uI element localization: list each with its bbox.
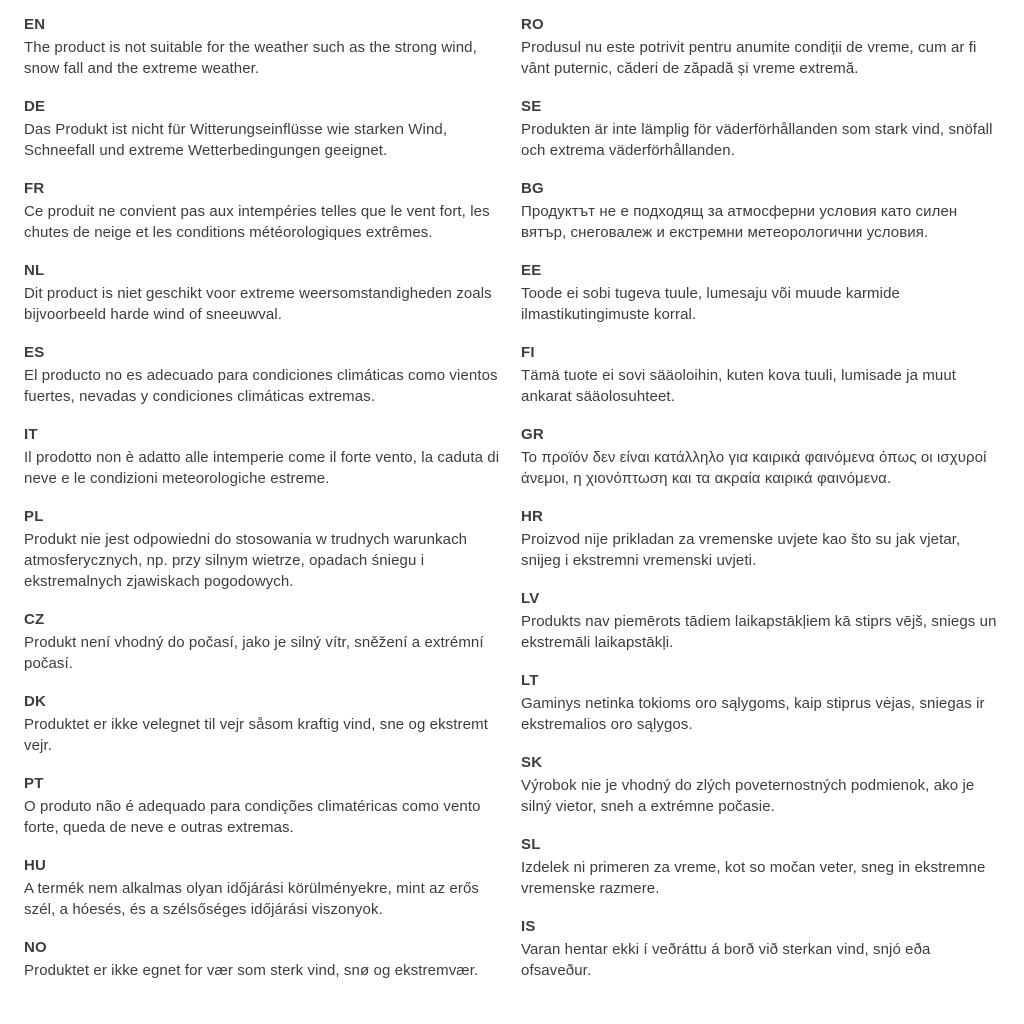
- entry-is: [521, 916, 1004, 981]
- language-code: HU: [24, 857, 47, 874]
- language-text: Tämä tuote ei sovi sääoloihin, kuten kova tuuli, lumisade ja muut ankarat sääolosuhteet.: [521, 367, 957, 405]
- entry-fr: [24, 178, 507, 243]
- language-text: Toode ei sobi tugeva tuule, lumesaju või muude karmide ilmastikutingimuste korral.: [521, 285, 900, 323]
- entry-sl: [521, 834, 1004, 899]
- language-text: Výrobok nie je vhodný do zlých poveternostných podmienok, ako je silný vietor, sneh a extrémne počasie.: [521, 777, 975, 815]
- language-text: Izdelek ni primeren za vreme, kot so močan veter, sneg in ekstremne vremenske razmere.: [521, 859, 986, 897]
- language-code: BG: [521, 180, 544, 197]
- entry-gr: [521, 424, 1004, 489]
- entry-ee: [521, 260, 1004, 325]
- language-text: Dit product is niet geschikt voor extreme weersomstandigheden zoals bijvoorbeeld harde wind of sneeuwval.: [24, 285, 492, 323]
- language-code: PT: [24, 775, 44, 792]
- language-text: Продуктът не е подходящ за атмосферни условия като силен вятър, снеговалеж и екстремни метеорологични условия.: [521, 203, 958, 241]
- language-text: Gaminys netinka tokioms oro sąlygoms, kaip stiprus vėjas, sniegas ir ekstremalios oro sąlygos.: [521, 695, 985, 733]
- language-text: Το προϊόν δεν είναι κατάλληλο για καιρικά φαινόμενα όπως οι ισχυροί άνεμοι, η χιονόπτωση και τα ακραία καιρικά φαινόμενα.: [521, 449, 987, 487]
- language-code: PL: [24, 508, 44, 525]
- entry-fi: [521, 342, 1004, 407]
- entry-de: [24, 96, 507, 161]
- language-code: DE: [24, 98, 46, 115]
- left-column: [24, 14, 507, 998]
- language-code: ES: [24, 344, 45, 361]
- entry-hu: [24, 855, 507, 920]
- language-code: LT: [521, 672, 539, 689]
- language-code: IT: [24, 426, 38, 443]
- entry-lt: [521, 670, 1004, 735]
- language-code: NO: [24, 939, 47, 956]
- language-text: Varan hentar ekki í veðráttu á borð við sterkan vind, snjó eða ofsaveður.: [521, 941, 931, 979]
- language-code: RO: [521, 16, 544, 33]
- language-code: EE: [521, 262, 542, 279]
- language-code: NL: [24, 262, 45, 279]
- language-text: A termék nem alkalmas olyan időjárási körülményekre, mint az erős szél, a hóesés, és a szélsőséges időjárási viszonyok.: [24, 880, 480, 918]
- language-text: Produkten är inte lämplig för väderförhållanden som stark vind, snöfall och extrema väderförhållanden.: [521, 121, 993, 159]
- language-text: Produkts nav piemērots tādiem laikapstākļiem kā stiprs vējš, sniegs un ekstremāli laikapstākļi.: [521, 613, 997, 651]
- language-text: Produkt není vhodný do počasí, jako je silný vítr, sněžení a extrémní počasí.: [24, 634, 484, 672]
- entry-ro: [521, 14, 1004, 79]
- entry-pl: [24, 506, 507, 592]
- entry-en: [24, 14, 507, 79]
- language-text: Ce produit ne convient pas aux intempéries telles que le vent fort, les chutes de neige et les conditions météorologiques extrêmes.: [24, 203, 490, 241]
- language-code: CZ: [24, 611, 45, 628]
- language-text: Produsul nu este potrivit pentru anumite condiții de vreme, cum ar fi vânt puternic, căderi de zăpadă și vreme extremă.: [521, 39, 977, 77]
- language-code: SE: [521, 98, 542, 115]
- language-code: IS: [521, 918, 536, 935]
- language-text: Produkt nie jest odpowiedni do stosowania w trudnych warunkach atmosferycznych, np. przy silnym wietrze, opadach śniegu i ekstremalnych zjawiskach pogodowych.: [24, 531, 468, 590]
- language-text: Das Produkt ist nicht für Witterungseinflüsse wie starken Wind, Schneefall und extreme Wetterbedingungen geeignet.: [24, 121, 448, 159]
- language-code: HR: [521, 508, 544, 525]
- entry-no: [24, 937, 507, 981]
- language-code: DK: [24, 693, 47, 710]
- language-text: El producto no es adecuado para condiciones climáticas como vientos fuertes, nevadas y condiciones climáticas extremas.: [24, 367, 498, 405]
- language-text: Produktet er ikke velegnet til vejr såsom kraftig vind, sne og ekstremt vejr.: [24, 716, 488, 754]
- language-text: O produto não é adequado para condições climatéricas como vento forte, queda de neve e outras extremas.: [24, 798, 481, 836]
- language-code: FI: [521, 344, 535, 361]
- language-code: LV: [521, 590, 540, 607]
- language-text: Proizvod nije prikladan za vremenske uvjete kao što su jak vjetar, snijeg i ekstremni vremenski uvjeti.: [521, 531, 961, 569]
- entry-bg: [521, 178, 1004, 243]
- right-column: [521, 14, 1004, 998]
- entry-dk: [24, 691, 507, 756]
- entry-pt: [24, 773, 507, 838]
- language-text: Il prodotto non è adatto alle intemperie come il forte vento, la caduta di neve e le condizioni meteorologiche estreme.: [24, 449, 500, 487]
- language-code: EN: [24, 16, 46, 33]
- language-text: Produktet er ikke egnet for vær som sterk vind, snø og ekstremvær.: [24, 962, 479, 979]
- entry-es: [24, 342, 507, 407]
- language-code: SL: [521, 836, 541, 853]
- language-code: FR: [24, 180, 45, 197]
- entry-sk: [521, 752, 1004, 817]
- language-text: The product is not suitable for the weather such as the strong wind, snow fall and the extreme weather.: [24, 39, 477, 77]
- entry-lv: [521, 588, 1004, 653]
- entry-nl: [24, 260, 507, 325]
- entry-it: [24, 424, 507, 489]
- language-code: GR: [521, 426, 544, 443]
- entry-se: [521, 96, 1004, 161]
- language-code: SK: [521, 754, 543, 771]
- entry-hr: [521, 506, 1004, 571]
- entry-cz: [24, 609, 507, 674]
